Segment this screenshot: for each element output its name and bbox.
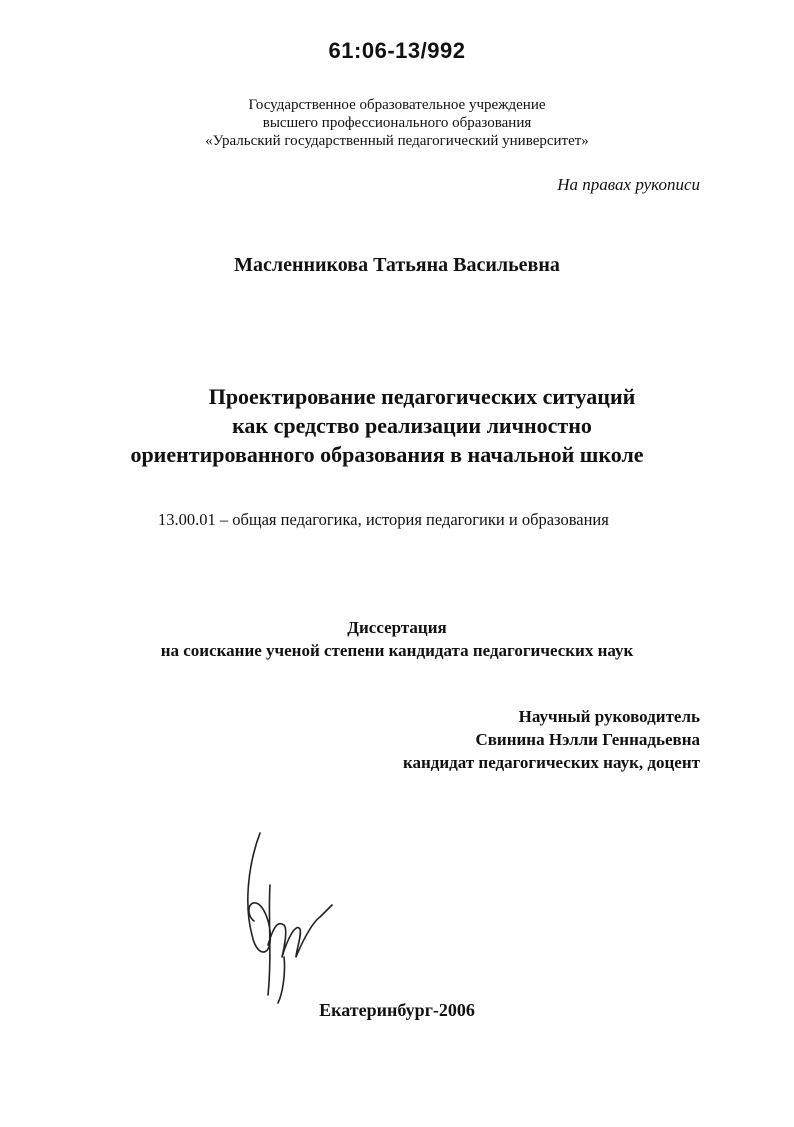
manuscript-note: На правах рукописи bbox=[557, 175, 700, 194]
advisor-role: Научный руководитель bbox=[518, 707, 700, 726]
institution-line-1: Государственное образовательное учреждение bbox=[248, 97, 546, 113]
dissertation-title bbox=[0, 382, 794, 469]
archive-code: 61:06-13/992 bbox=[328, 38, 466, 63]
institution-block bbox=[0, 96, 794, 150]
author-name: Масленникова Татьяна Васильевна bbox=[234, 254, 560, 276]
city-year: Екатеринбург-2006 bbox=[319, 1000, 475, 1020]
dissertation-block bbox=[0, 616, 794, 662]
dissertation-purpose: на соискание ученой степени кандидата педагогических наук bbox=[160, 641, 634, 660]
specialty-code: 13.00.01 – общая педагогика, история педагогики и образования bbox=[158, 510, 609, 529]
title-line-1: Проектирование педагогических ситуаций bbox=[208, 384, 636, 409]
dissertation-label: Диссертация bbox=[347, 618, 447, 637]
signature-icon bbox=[238, 825, 348, 1005]
advisor-degree: кандидат педагогических наук, доцент bbox=[402, 753, 700, 772]
institution-line-3: «Уральский государственный педагогический университет» bbox=[205, 133, 589, 149]
title-line-3: ориентированного образования в начальной школе bbox=[130, 442, 644, 467]
advisor-name: Свинина Нэлли Геннадьевна bbox=[475, 730, 700, 749]
institution-line-2: высшего профессионального образования bbox=[262, 115, 532, 131]
advisor-block bbox=[403, 705, 700, 774]
title-line-2: как средство реализации личностно bbox=[232, 413, 592, 438]
